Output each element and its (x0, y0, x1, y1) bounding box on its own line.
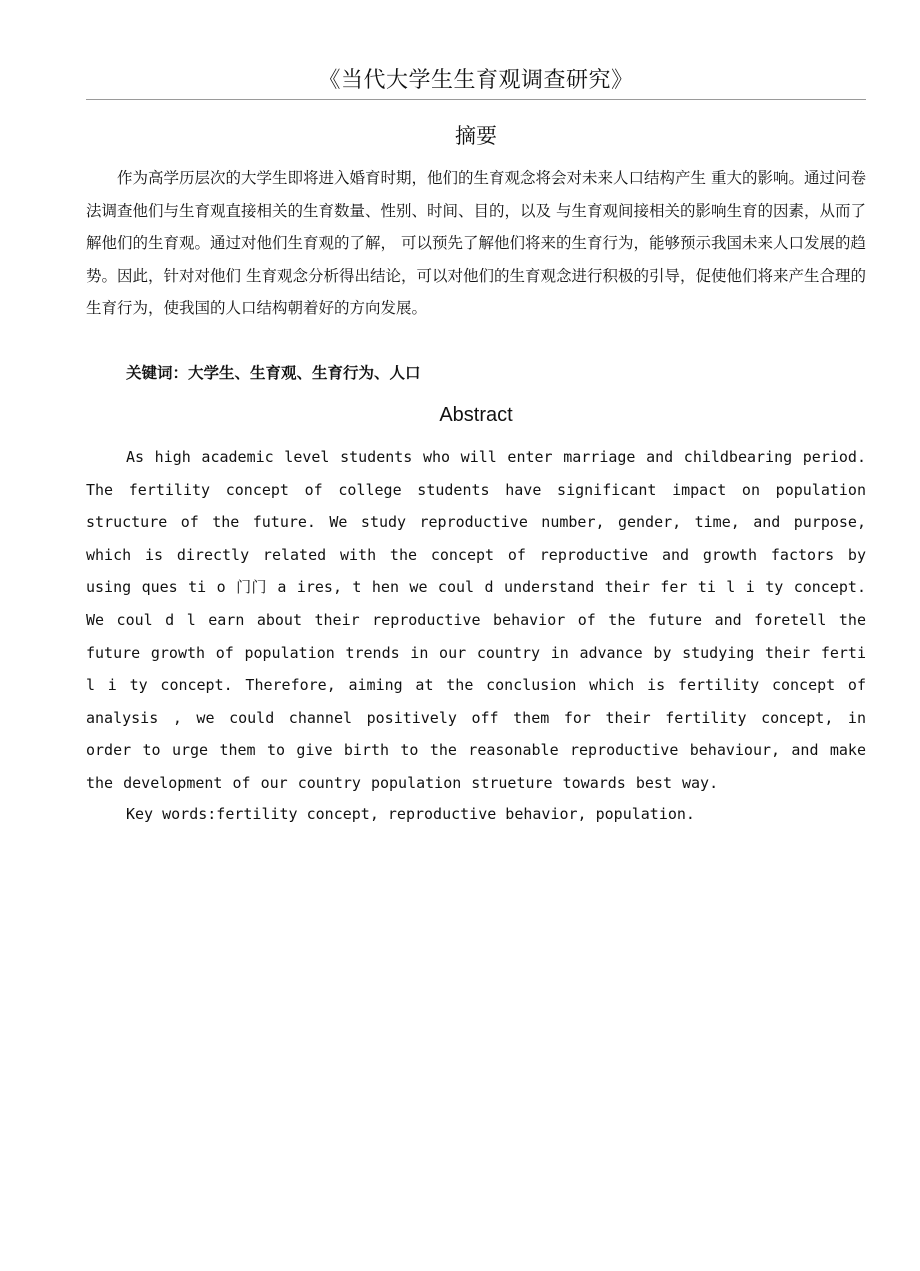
chinese-abstract-body: 作为高学历层次的大学生即将进入婚育时期，他们的生育观念将会对未来人口结构产生 重大的影响。通过问卷法调查他们与生育观直接相关的生育数量、性别、时间、目的，以及 与生育观间接相关的影响生育的因素，从而了解他们的生育观。通过对他们生育观的了解， 可以预先了解他们将来的生育行为，能够预示我国未来人口发展的趋势。因此，针对对他们 生育观念分析得出结论，可以对他们的生育观念进行积极的引导，促使他们将来产生合理的 生育行为，使我国的人口结构朝着好的方向发展。 (86, 169, 866, 318)
english-abstract-heading: Abstract (439, 404, 513, 426)
document-header-title: 《当代大学生生育观调查研究》 (318, 68, 634, 93)
chinese-keywords: 关键词：大学生、生育观、生育行为、人口 (126, 364, 421, 382)
english-keywords: Key words:fertility concept, reproductive behavior, population. (126, 805, 695, 823)
header-divider (86, 99, 866, 100)
english-abstract-body: As high academic level students who will enter marriage and childbearing period. The fertility concept of college students have significant impact on population structure of the future. We study reproductive number, gender, time, and purpose, which is directly related with the concept of reproductive and growth factors by using ques ti o 门门 a ires, t hen we coul d understand their fer ti l i ty concept. We coul d l earn about their reproductive behavior of the future and foretell the future growth of population trends in our country in advance by studying their ferti l i ty concept. Therefore, aiming at the conclusion which is fertility concept of analysis , we could channel positively off them for their fertility concept, in order to urge them to give birth to the reasonable reproductive behaviour, and make the development of our country population strueture towards best way. (86, 448, 866, 792)
chinese-abstract-heading: 摘要 (455, 124, 497, 148)
